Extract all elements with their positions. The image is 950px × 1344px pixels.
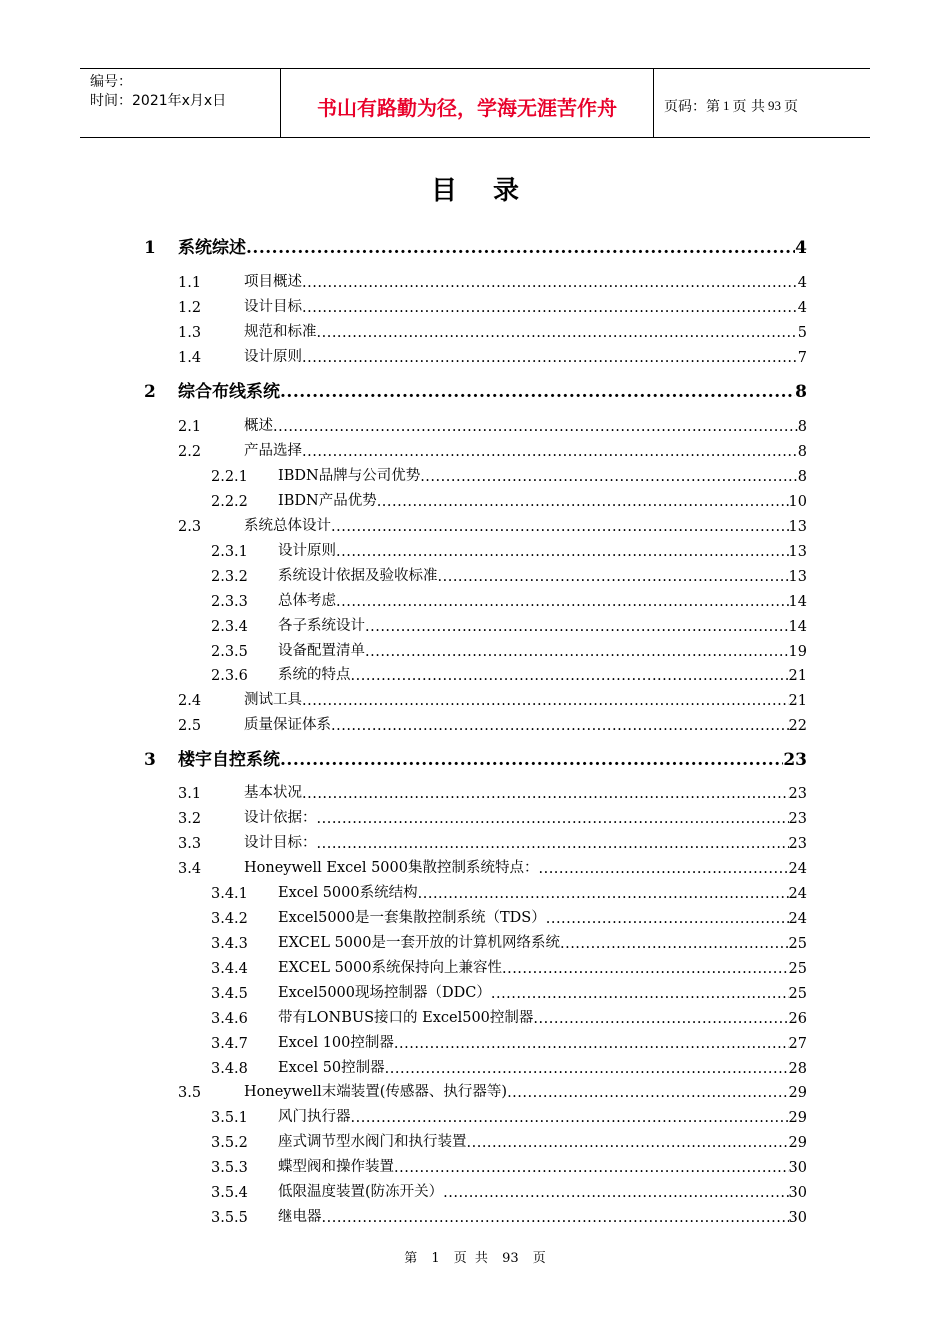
toc-entry-title: 测试工具 [244, 692, 302, 708]
toc-entry-number: 1.1 [178, 275, 202, 291]
toc-entry-line [278, 1031, 807, 1052]
toc-entry-title: Excel 50控制器 [278, 1060, 385, 1076]
toc-entry-title: Honeywell末端装置(传感器、执行器等) [244, 1084, 508, 1100]
toc-dot-leader [302, 786, 789, 802]
toc-entry[interactable] [211, 1206, 807, 1226]
toc-entry-line [278, 663, 807, 684]
toc-entry-title: 总体考虑 [278, 593, 336, 609]
toc-entry-line [278, 981, 807, 1002]
toc-entry-title: 设备配置清单 [278, 643, 365, 659]
toc-entry[interactable] [211, 490, 807, 510]
toc-dot-leader [560, 936, 789, 952]
toc-entry-page: 25 [788, 961, 807, 977]
toc-entry-title: 继电器 [278, 1209, 322, 1225]
toc-entry[interactable] [211, 882, 807, 902]
toc-dot-leader [317, 811, 789, 827]
toc-entry[interactable] [211, 1181, 807, 1201]
toc-dot-leader [302, 350, 798, 366]
toc-entry-title: Honeywell Excel 5000集散控制系统特点： [244, 860, 539, 876]
toc-entry[interactable] [178, 515, 807, 535]
toc-entry-number: 2.3.5 [211, 644, 248, 660]
toc-entry[interactable] [211, 1007, 807, 1027]
toc-entry-number: 3.5.4 [211, 1185, 248, 1201]
toc-entry-line [278, 1105, 807, 1126]
toc-entry[interactable] [211, 957, 807, 977]
toc-entry-title: 概述 [244, 418, 273, 434]
toc-entry-title: EXCEL 5000系统保持向上兼容性 [278, 960, 502, 976]
toc-dot-leader [377, 494, 789, 510]
toc-entry-page: 29 [788, 1135, 807, 1151]
toc-dot-leader [302, 693, 789, 709]
header-page-prefix: 页码：第 [664, 99, 720, 115]
toc-entry[interactable] [211, 465, 807, 485]
toc-entry-number: 2.3.6 [211, 668, 248, 684]
toc-entry-line [278, 931, 807, 952]
toc-entry-title: IBDN品牌与公司优势 [278, 468, 421, 484]
toc-entry-title: 规范和标准 [244, 324, 317, 340]
toc-dot-leader [491, 986, 789, 1002]
toc-entry-line [244, 345, 807, 366]
toc-dot-leader [302, 275, 798, 291]
toc-dot-leader [331, 718, 789, 734]
toc-entry-title: 系统设计依据及验收标准 [278, 568, 438, 584]
toc-entry-title: 风门执行器 [278, 1109, 351, 1125]
toc-dot-leader [438, 569, 789, 585]
toc-entry-number: 3.5.2 [211, 1135, 248, 1151]
toc-entry-title: 座式调节型水阀门和执行装置 [278, 1134, 467, 1150]
toc-entry-number: 3 [144, 750, 156, 770]
toc-entry-page: 10 [788, 494, 807, 510]
toc-entry-number: 1.3 [178, 325, 202, 341]
footer-suffix: 页 [532, 1251, 546, 1266]
toc-entry-number: 3.4 [178, 861, 202, 877]
toc-entry-title: 楼宇自控系统 [178, 750, 280, 770]
toc-entry-page: 8 [797, 469, 807, 485]
footer-prefix: 第 [404, 1251, 418, 1266]
toc-entry-number: 3.4.7 [211, 1036, 248, 1052]
header-meta [80, 69, 281, 137]
toc-entry-line [278, 589, 807, 610]
toc-entry-page: 4 [795, 238, 807, 258]
toc-dot-leader [394, 1036, 789, 1052]
toc-entry[interactable] [178, 807, 807, 827]
toc-entry-title: 设计目标： [244, 835, 317, 851]
toc-dot-leader [331, 519, 789, 535]
header-page-suffix: 页 [783, 99, 798, 115]
toc-dot-leader [443, 1185, 788, 1201]
toc-dot-leader [502, 961, 789, 977]
toc-entry-line [244, 514, 807, 535]
toc-entry-page: 13 [788, 519, 807, 535]
toc-entry-number: 2.5 [178, 718, 202, 734]
toc-dot-leader [546, 911, 789, 927]
toc-entry-title: 综合布线系统 [178, 382, 280, 402]
toc-entry-number: 2.3 [178, 519, 202, 535]
toc-entry-line [244, 781, 807, 802]
toc-entry-page: 24 [788, 861, 807, 877]
toc-entry-number: 2.2.2 [211, 494, 248, 510]
toc-dot-leader [420, 469, 798, 485]
toc-entry-page: 26 [788, 1011, 807, 1027]
toc-dot-leader [351, 1110, 789, 1126]
toc-entry[interactable] [178, 782, 807, 802]
toc-entry[interactable] [211, 540, 807, 560]
toc-entry-line [244, 831, 807, 852]
toc-dot-leader [280, 750, 783, 770]
toc-entry-line [178, 233, 807, 258]
toc-entry-number: 2.2.1 [211, 469, 248, 485]
toc-entry-number: 2.3.2 [211, 569, 248, 585]
toc-entry-title: 带有LONBUS接口的 Excel500控制器 [278, 1010, 534, 1026]
toc-entry-number: 3.4.2 [211, 911, 248, 927]
toc-entry-page: 4 [797, 300, 807, 316]
toc-dot-leader [302, 300, 798, 316]
toc-entry-line [278, 489, 807, 510]
toc-entry-line [178, 745, 807, 770]
toc-entry-page: 30 [788, 1210, 807, 1226]
toc-entry[interactable] [211, 1032, 807, 1052]
toc-dot-leader [322, 1210, 789, 1226]
header-motto: 书山有路勤为径，学海无涯苦作舟 [281, 69, 654, 137]
toc-entry-page: 28 [788, 1061, 807, 1077]
toc-entry-number: 2 [144, 382, 156, 402]
toc-dot-leader [507, 1085, 788, 1101]
toc-entry-line [278, 1130, 807, 1151]
toc-entry-page: 29 [788, 1085, 807, 1101]
toc-entry-page: 19 [788, 644, 807, 660]
header-page-current: 1 [723, 98, 730, 113]
toc-entry[interactable] [178, 714, 807, 734]
toc-entry-number: 3.5 [178, 1085, 202, 1101]
toc-entry-title: 产品选择 [244, 443, 302, 459]
toc-entry-title: 低限温度装置(防冻开关） [278, 1184, 444, 1200]
toc-entry-title: 设计原则 [278, 543, 336, 559]
toc-entry[interactable] [211, 640, 807, 660]
toc-entry-title: Excel5000现场控制器（DDC） [278, 985, 491, 1001]
toc-entry[interactable] [178, 346, 807, 366]
toc-entry-page: 14 [788, 594, 807, 610]
toc-entry-line [278, 956, 807, 977]
toc-entry-title: Excel 100控制器 [278, 1035, 394, 1051]
toc-dot-leader [418, 886, 789, 902]
toc-entry[interactable] [178, 440, 807, 460]
toc-entry-page: 21 [788, 668, 807, 684]
header-time: 时间：2021年x月x日 [90, 93, 227, 109]
toc-entry-line [244, 1080, 807, 1101]
page-header [80, 68, 870, 138]
header-page-mid: 页 共 [732, 99, 765, 115]
toc-entry[interactable] [211, 615, 807, 635]
toc-entry-page: 8 [797, 419, 807, 435]
toc-entry-page: 22 [788, 718, 807, 734]
toc-entry-title: 项目概述 [244, 274, 302, 290]
toc-entry-line [278, 1155, 807, 1176]
toc-entry-page: 24 [788, 911, 807, 927]
toc-dot-leader [336, 544, 789, 560]
toc-entry-line [278, 881, 807, 902]
footer-total: 93 [502, 1251, 519, 1266]
toc-entry-page: 25 [788, 986, 807, 1002]
toc-entry[interactable] [211, 565, 807, 585]
toc-entry-page: 13 [788, 544, 807, 560]
toc-entry[interactable] [178, 321, 807, 341]
toc-entry-number: 1.2 [178, 300, 202, 316]
toc-entry-page: 21 [788, 693, 807, 709]
toc-entry-line [244, 688, 807, 709]
toc-entry-line [278, 1180, 807, 1201]
toc-entry-page: 8 [797, 444, 807, 460]
toc-entry-number: 3.4.8 [211, 1061, 248, 1077]
toc-entry-line [244, 320, 807, 341]
toc-entry-number: 3.2 [178, 811, 202, 827]
toc-dot-leader [467, 1135, 789, 1151]
toc-entry-line [244, 414, 807, 435]
toc-entry[interactable] [211, 932, 807, 952]
toc-entry[interactable] [211, 1156, 807, 1176]
toc-dot-leader [365, 644, 789, 660]
toc-entry-number: 2.4 [178, 693, 202, 709]
toc-entry-page: 24 [788, 886, 807, 902]
toc-entry-line [244, 439, 807, 460]
toc-entry-number: 3.5.1 [211, 1110, 248, 1126]
toc-entry-title: 设计目标 [244, 299, 302, 315]
toc-entry-page: 5 [797, 325, 807, 341]
toc-entry[interactable] [178, 689, 807, 709]
toc-entry[interactable] [178, 271, 807, 291]
toc-entry-number: 3.1 [178, 786, 202, 802]
toc-entry[interactable] [178, 1081, 807, 1101]
toc-entry-title: 蝶型阀和操作装置 [278, 1159, 394, 1175]
toc-entry-title: 系统综述 [178, 238, 246, 258]
toc-entry[interactable] [144, 748, 807, 770]
header-page-total: 93 [767, 98, 781, 113]
header-page-info [654, 69, 870, 137]
toc-entry-title: 基本状况 [244, 785, 302, 801]
toc-entry-number: 3.5.5 [211, 1210, 248, 1226]
page-title: 目录 [430, 176, 555, 206]
toc-dot-leader [336, 594, 789, 610]
toc-entry-line [278, 539, 807, 560]
toc-entry-page: 27 [788, 1036, 807, 1052]
toc-entry-page: 13 [788, 569, 807, 585]
toc-entry-line [278, 1056, 807, 1077]
toc-entry-line [278, 564, 807, 585]
toc-entry-number: 3.4.6 [211, 1011, 248, 1027]
toc-entry-title: 各子系统设计 [278, 618, 365, 634]
toc-entry[interactable] [144, 236, 807, 258]
toc-entry-page: 14 [788, 619, 807, 635]
toc-entry[interactable] [211, 907, 807, 927]
toc-entry-title: 设计原则 [244, 349, 302, 365]
toc-entry-page: 4 [797, 275, 807, 291]
toc-dot-leader [538, 861, 788, 877]
toc-entry-line [278, 1205, 807, 1226]
toc-entry-line [244, 856, 807, 877]
toc-entry-number: 2.3.4 [211, 619, 248, 635]
toc-entry-number: 1.4 [178, 350, 202, 366]
toc-entry-title: 系统的特点 [278, 667, 351, 683]
toc-dot-leader [385, 1061, 789, 1077]
toc-entry-line [178, 377, 807, 402]
toc-entry-line [278, 614, 807, 635]
toc-entry-page: 23 [788, 811, 807, 827]
toc-entry-number: 2.3.1 [211, 544, 248, 560]
toc-entry-line [244, 270, 807, 291]
toc-entry-number: 3.4.5 [211, 986, 248, 1002]
toc-entry-number: 3.4.3 [211, 936, 248, 952]
page-footer [0, 1247, 950, 1266]
footer-current: 1 [431, 1251, 440, 1266]
toc-entry-title: Excel 5000系统结构 [278, 885, 418, 901]
toc-entry-line [278, 906, 807, 927]
toc-dot-leader [533, 1011, 788, 1027]
header-code: 编号： [90, 74, 132, 90]
toc-entry-page: 23 [788, 786, 807, 802]
toc-entry-line [244, 806, 807, 827]
toc-entry[interactable] [178, 415, 807, 435]
toc-entry-number: 3.4.1 [211, 886, 248, 902]
toc-entry-number: 3.3 [178, 836, 202, 852]
toc-entry[interactable] [211, 1106, 807, 1126]
toc-dot-leader [317, 325, 798, 341]
toc-entry-page: 29 [788, 1110, 807, 1126]
footer-mid: 页 共 [453, 1251, 488, 1266]
toc-entry-number: 1 [144, 238, 156, 258]
toc-entry-title: IBDN产品优势 [278, 493, 377, 509]
toc-entry[interactable] [211, 982, 807, 1002]
toc-entry-page: 25 [788, 936, 807, 952]
toc-entry-title: 设计依据： [244, 810, 317, 826]
toc-dot-leader [317, 836, 789, 852]
toc-entry-title: EXCEL 5000是一套开放的计算机网络系统 [278, 935, 560, 951]
toc-dot-leader [365, 619, 789, 635]
toc-entry-page: 23 [783, 750, 807, 770]
toc-entry-number: 3.4.4 [211, 961, 248, 977]
toc-entry-number: 2.1 [178, 419, 202, 435]
toc-dot-leader [273, 419, 798, 435]
toc-entry-line [244, 713, 807, 734]
toc-entry-line [278, 1006, 807, 1027]
toc-dot-leader [394, 1160, 789, 1176]
toc-entry-title: 质量保证体系 [244, 717, 331, 733]
toc-entry[interactable] [211, 1057, 807, 1077]
toc-entry[interactable] [211, 590, 807, 610]
toc-entry-title: 系统总体设计 [244, 518, 331, 534]
toc-dot-leader [302, 444, 798, 460]
toc-entry-title: Excel5000是一套集散控制系统（TDS） [278, 910, 546, 926]
toc-entry-page: 7 [797, 350, 807, 366]
toc-entry-number: 3.5.3 [211, 1160, 248, 1176]
toc-entry-page: 30 [788, 1185, 807, 1201]
toc-entry-page: 8 [795, 382, 807, 402]
toc-dot-leader [351, 668, 789, 684]
toc-entry[interactable] [178, 832, 807, 852]
toc-entry-number: 2.2 [178, 444, 202, 460]
toc-entry-page: 23 [788, 836, 807, 852]
toc-dot-leader [280, 382, 795, 402]
toc-entry[interactable] [211, 1131, 807, 1151]
toc-entry-line [278, 464, 807, 485]
toc-entry[interactable] [144, 380, 807, 402]
toc-entry-line [278, 639, 807, 660]
toc-entry[interactable] [178, 296, 807, 316]
toc-entry[interactable] [211, 664, 807, 684]
toc-entry[interactable] [178, 857, 807, 877]
toc-entry-line [244, 295, 807, 316]
toc-entry-page: 30 [788, 1160, 807, 1176]
toc-dot-leader [246, 238, 795, 258]
toc-entry-number: 2.3.3 [211, 594, 248, 610]
